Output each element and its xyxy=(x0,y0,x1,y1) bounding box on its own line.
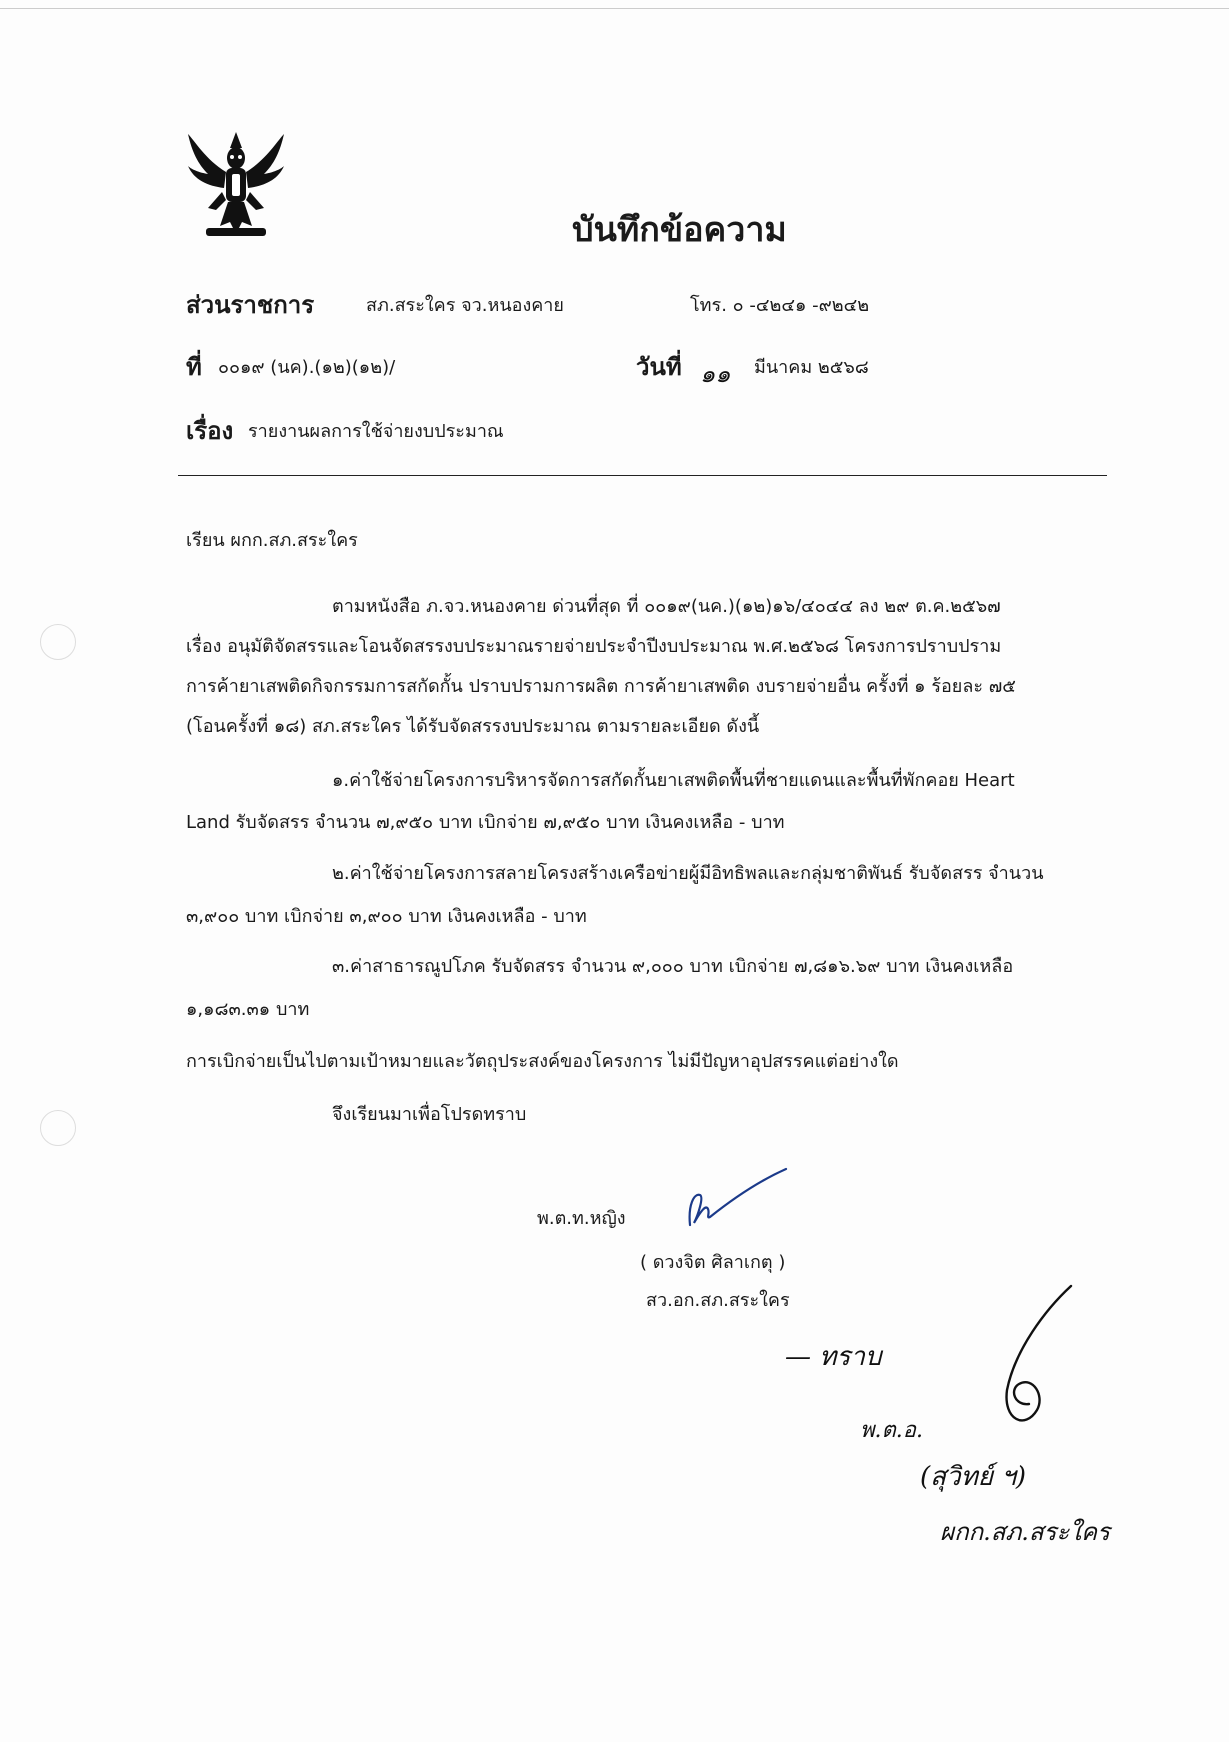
signature-mark-icon xyxy=(680,1165,790,1235)
item-1-line: Land รับจัดสรร จำนวน ๗,๙๕๐ บาท เบิกจ่าย ๗,๙๕๐ บาท เงินคงเหลือ - บาท xyxy=(186,812,785,833)
closing-text: จึงเรียนมาเพื่อโปรดทราบ xyxy=(332,1104,527,1125)
date-day: ๑๑ xyxy=(700,360,731,388)
item-2-line: ๒.ค่าใช้จ่ายโครงการสลายโครงสร้างเครือข่ายผู้มีอิทธิพลและกลุ่มชาติพันธ์ รับจัดสรร จำนวน xyxy=(332,863,1044,884)
signatory-position: สว.อก.สภ.สระใคร xyxy=(646,1290,790,1311)
item-3-line: ๑,๑๘๓.๓๑ บาท xyxy=(186,999,310,1020)
paragraph-line: ตามหนังสือ ภ.จว.หนองคาย ด่วนที่สุด ที่ ๐๐๑๙(นค.)(๑๒)๑๖/๔๐๔๔ ลง ๒๙ ต.ค.๒๕๖๗ xyxy=(332,596,1001,617)
document-title: บันทึกข้อความ xyxy=(572,210,787,250)
garuda-emblem-icon xyxy=(186,130,286,240)
item-3-line: ๓.ค่าสาธารณูปโภค รับจัดสรร จำนวน ๙,๐๐๐ บาท เบิกจ่าย ๗,๘๑๖.๖๙ บาท เงินคงเหลือ xyxy=(332,956,1014,977)
scan-edge xyxy=(0,8,1229,9)
item-1-line: ๑.ค่าใช้จ่ายโครงการบริหารจัดการสกัดกั้นยาเสพติดพื้นที่ชายแดนและพื้นที่พักคอย Heart xyxy=(332,770,1015,791)
punch-hole xyxy=(40,1110,76,1146)
date-value: มีนาคม ๒๕๖๘ xyxy=(754,357,869,378)
date-label: วันที่ xyxy=(636,353,682,381)
handwritten-position: ผกก.สภ.สระใคร xyxy=(940,1518,1110,1546)
endorsement-signature-icon xyxy=(985,1280,1095,1450)
conclusion-text: การเบิกจ่ายเป็นไปตามเป้าหมายและวัตถุประสงค์ของโครงการ ไม่มีปัญหาอุปสรรคแต่อย่างใด xyxy=(186,1051,899,1072)
subject-value: รายงานผลการใช้จ่ายงบประมาณ xyxy=(248,421,504,442)
division-value: สภ.สระใคร จว.หนองคาย xyxy=(366,295,564,316)
phone-number: โทร. ๐ -๔๒๔๑ -๙๒๔๒ xyxy=(690,295,870,316)
signatory-name: ( ดวงจิต ศิลาเกตุ ) xyxy=(640,1252,786,1273)
handwritten-rank: พ.ต.อ. xyxy=(860,1418,923,1443)
paragraph-line: การค้ายาเสพติดกิจกรรมการสกัดกั้น ปราบปรามการผลิต การค้ายาเสพติด งบรายจ่ายอื่น ครั้งที่ ๑ ร้อยละ ๗๕ xyxy=(186,676,1016,697)
salutation: เรียน ผกก.สภ.สระใคร xyxy=(186,530,358,551)
handwritten-note: — ทราบ xyxy=(785,1342,882,1372)
subject-label: เรื่อง xyxy=(186,417,234,445)
division-label: ส่วนราชการ xyxy=(186,291,315,319)
paragraph-line: (โอนครั้งที่ ๑๘) สภ.สระใคร ได้รับจัดสรรงบประมาณ ตามรายละเอียด ดังนี้ xyxy=(186,716,760,737)
reference-label: ที่ xyxy=(186,353,202,381)
header-divider xyxy=(178,475,1107,476)
paragraph-line: เรื่อง อนุมัติจัดสรรและโอนจัดสรรงบประมาณรายจ่ายประจำปีงบประมาณ พ.ศ.๒๕๖๘ โครงการปราบปราม xyxy=(186,636,1002,657)
signatory-rank: พ.ต.ท.หญิง xyxy=(537,1208,626,1229)
reference-number: ๐๐๑๙ (นค).(๑๒)(๑๒)/ xyxy=(218,357,396,378)
punch-hole xyxy=(40,624,76,660)
item-2-line: ๓,๙๐๐ บาท เบิกจ่าย ๓,๙๐๐ บาท เงินคงเหลือ - บาท xyxy=(186,906,587,927)
handwritten-name: (สุวิทย์ ฯ) xyxy=(920,1462,1026,1492)
